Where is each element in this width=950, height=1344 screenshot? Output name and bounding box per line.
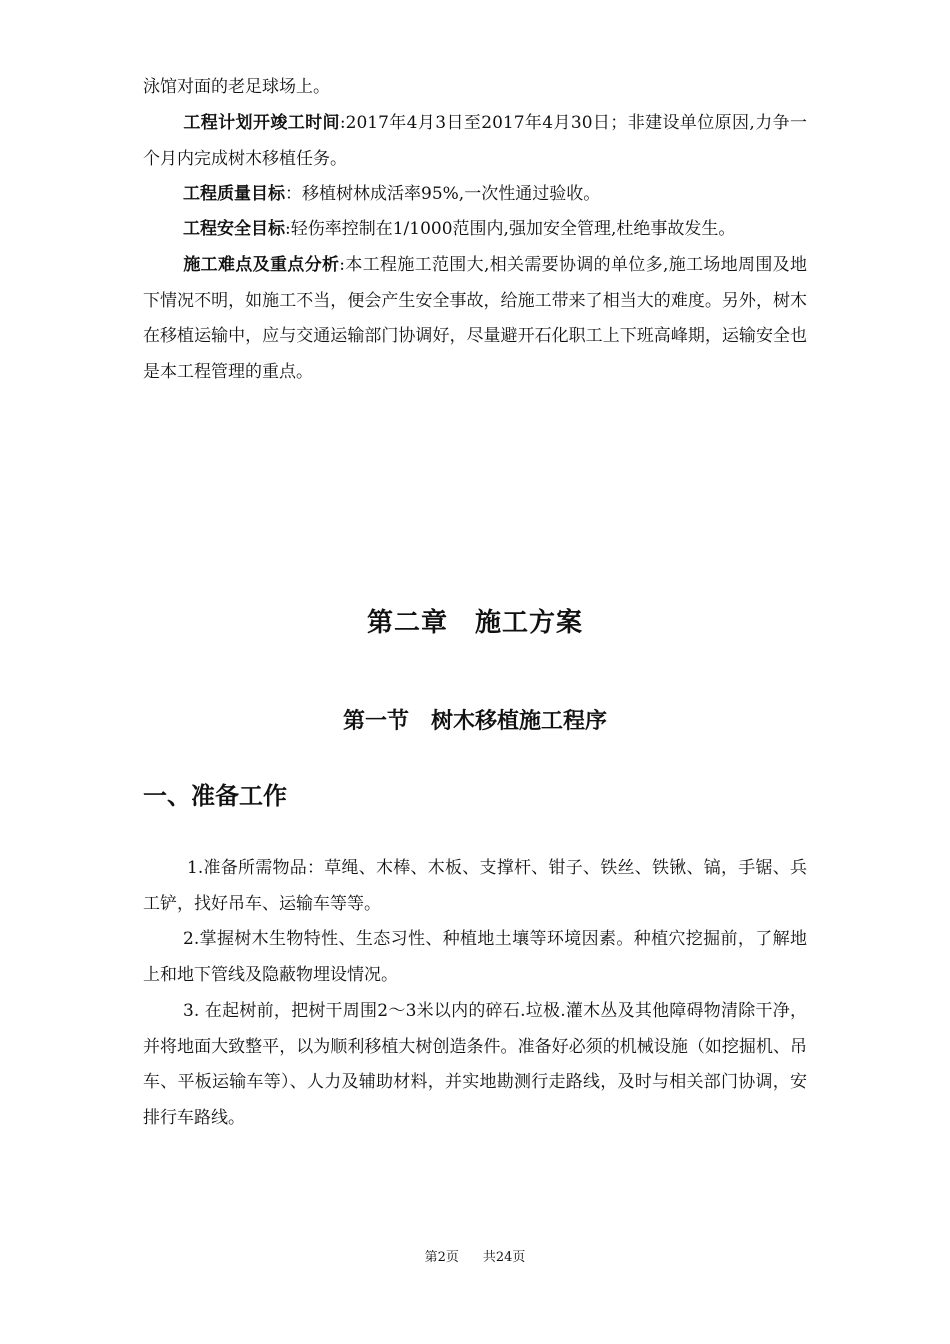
paragraph-schedule (143, 106, 807, 177)
chapter-title: 第二章 施工方案 (366, 608, 583, 638)
page-total: 共24页 (482, 1250, 526, 1265)
prep-item-1 (143, 851, 807, 922)
paragraph-difficulty (143, 248, 807, 390)
paragraph-text: 3. 在起树前，把树干周围2～3米以内的碎石.垃极.灌木丛及其他障碍物清除干净，并将地面大致整平，以为顺利移植大树创造条件。准备好必须的机械设施（如挖掘机、吊车、平板运输车等）、人力及辅助材料，并实地勘测行走路线，及时与相关部门协调，安排行车路线。 (143, 1001, 807, 1128)
paragraph-text: :本工程施工范围大,相关需要协调的单位多,施工场地周围及地下情况不明，如施工不当，便会产生安全事故，给施工带来了相当大的难度。另外，树木在移植运输中，应与交通运输部门协调好，尽量避开石化职工上下班高峰期，运输安全也是本工程管理的重点。 (143, 255, 807, 382)
prep-item-2 (143, 922, 807, 993)
paragraph-continuation (143, 70, 807, 106)
paragraph-text: 2.掌握树木生物特性、生态习性、种植地土壤等环境因素。种植穴挖掘前，了解地上和地下管线及隐蔽物埋设情况。 (143, 929, 807, 985)
section-title: 第一节 树木移植施工程序 (342, 709, 607, 734)
paragraph-text: :轻伤率控制在1/1000范围内,强加安全管理,杜绝事故发生。 (285, 219, 736, 239)
paragraph-safety (143, 212, 807, 248)
page-footer (0, 1246, 950, 1265)
prep-item-3 (143, 994, 807, 1136)
subsection-title: 一、准备工作 (143, 782, 287, 810)
paragraph-label: 工程计划开竣工时间 (183, 113, 340, 133)
paragraph-text: 1.准备所需物品：草绳、木棒、木板、支撑杆、钳子、铁丝、铁锹、镐，手锯、兵工铲，找好吊车、运输车等等。 (143, 858, 807, 914)
paragraph-label: 施工难点及重点分析 (183, 255, 340, 275)
paragraph-label: 工程安全目标 (183, 219, 285, 239)
paragraph-text: 泳馆对面的老足球场上。 (143, 77, 330, 97)
paragraph-text: ：移植树林成活率95%,一次性通过验收。 (285, 184, 601, 204)
paragraph-label: 工程质量目标 (183, 184, 285, 204)
page-number: 第2页 (424, 1250, 459, 1265)
paragraph-text: :2017年4月3日至2017年4月30日；非建设单位原因,力争一个月内完成树木移植任务。 (143, 113, 807, 169)
paragraph-quality (143, 177, 807, 213)
